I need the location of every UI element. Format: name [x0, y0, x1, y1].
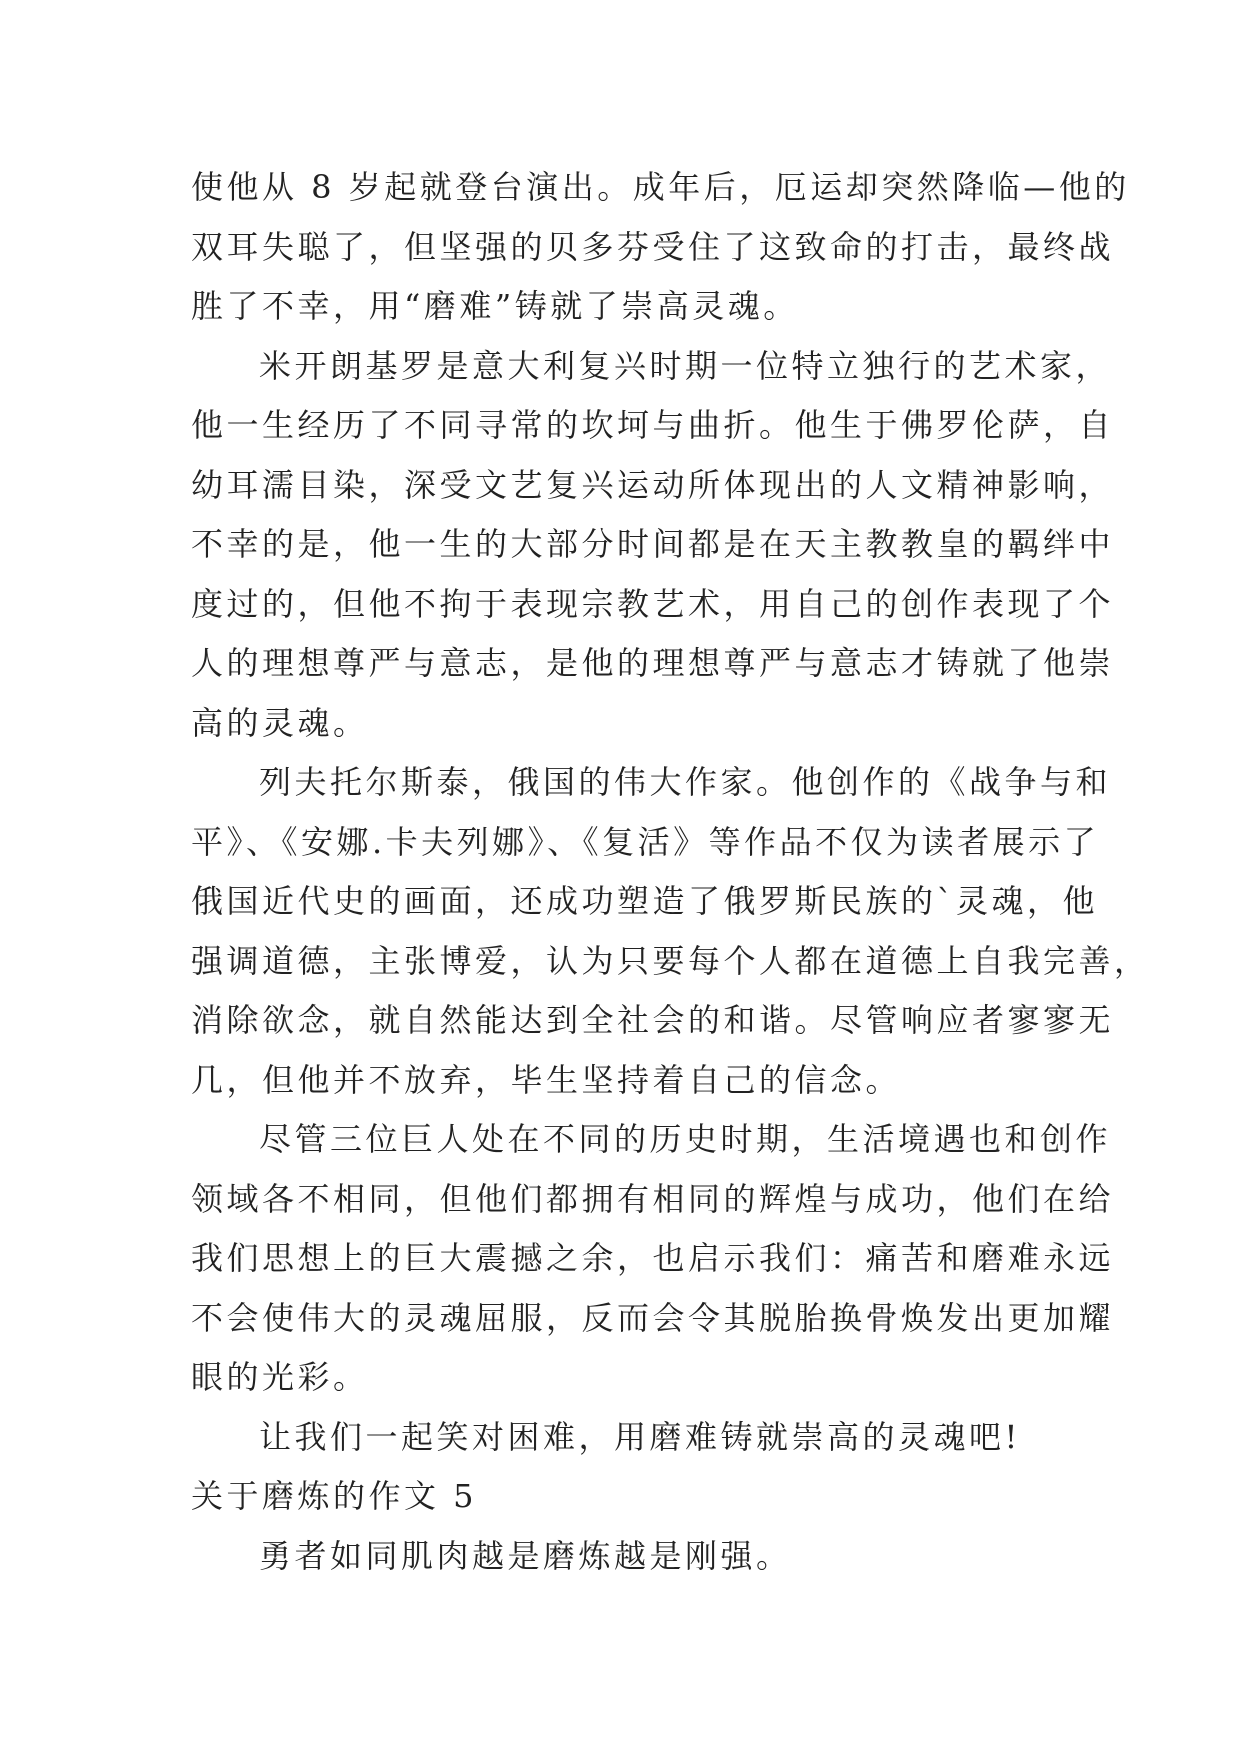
text-line: 让我们一起笑对困难，用磨难铸就崇高的灵魂吧! [259, 1417, 1021, 1456]
text-line: 胜了不幸，用“磨难”铸就了崇高灵魂。 [191, 287, 799, 325]
text-line: 列夫托尔斯泰，俄国的伟大作家。他创作的《战争与和 [259, 763, 1112, 801]
text-line: 度过的，但他不拘于表现宗教艺术，用自己的创作表现了个 [191, 584, 1115, 623]
text-line: 他一生经历了不同寻常的坎坷与曲折。他生于佛罗伦萨，自 [191, 406, 1115, 444]
text-line: 高的灵魂。 [191, 703, 369, 742]
section-heading: 关于磨炼的作文 5 [191, 1477, 478, 1515]
document-body [191, 158, 1150, 1586]
text-line: 眼的光彩。 [191, 1358, 369, 1396]
text-line: 幼耳濡目染，深受文艺复兴运动所体现出的人文精神影响， [191, 465, 1115, 504]
paragraph-michelangelo [191, 337, 1115, 754]
text-line: 我们思想上的巨大震撼之余，也启示我们：痛苦和磨难永远 [191, 1239, 1115, 1277]
paragraph-tolstoy [191, 753, 1150, 1110]
text-line: 米开朗基罗是意大利复兴时期一位特立独行的艺术家， [259, 346, 1112, 385]
paragraph-beethoven [191, 158, 1130, 337]
text-line: 消除欲念，就自然能达到全社会的和谐。尽管响应者寥寥无 [191, 1001, 1115, 1039]
text-line: 勇者如同肌肉越是磨炼越是刚强。 [259, 1536, 792, 1575]
text-line: 人的理想尊严与意志，是他的理想尊严与意志才铸就了他崇 [191, 644, 1115, 682]
text-line: 使他从 8 岁起就登台演出。成年后，厄运却突然降临—他的 [191, 168, 1130, 206]
text-line: 不会使伟大的灵魂屈服，反而会令其脱胎换骨焕发出更加耀 [191, 1298, 1115, 1337]
text-line: 双耳失聪了，但坚强的贝多芬受住了这致命的打击，最终战 [191, 227, 1115, 266]
text-line: 几，但他并不放弃，毕生坚持着自己的信念。 [191, 1060, 902, 1099]
text-line: 强调道德，主张博爱，认为只要每个人都在道德上自我完善， [191, 941, 1150, 980]
text-line: 不幸的是，他一生的大部分时间都是在天主教教皇的羁绊中 [191, 525, 1115, 563]
paragraph-conclusion [191, 1408, 1051, 1468]
text-line: 领域各不相同，但他们都拥有相同的辉煌与成功，他们在给 [191, 1179, 1115, 1218]
text-line: 平》、《安娜.卡夫列娜》、《复活》等作品不仅为读者展示了 [191, 822, 1100, 861]
text-line: 尽管三位巨人处在不同的历史时期，生活境遇也和创作 [259, 1120, 1112, 1158]
text-line: 俄国近代史的画面，还成功塑造了俄罗斯民族的`灵魂，他 [191, 882, 1099, 920]
paragraph-final [191, 1527, 1051, 1587]
paragraph-three-giants [191, 1110, 1115, 1408]
